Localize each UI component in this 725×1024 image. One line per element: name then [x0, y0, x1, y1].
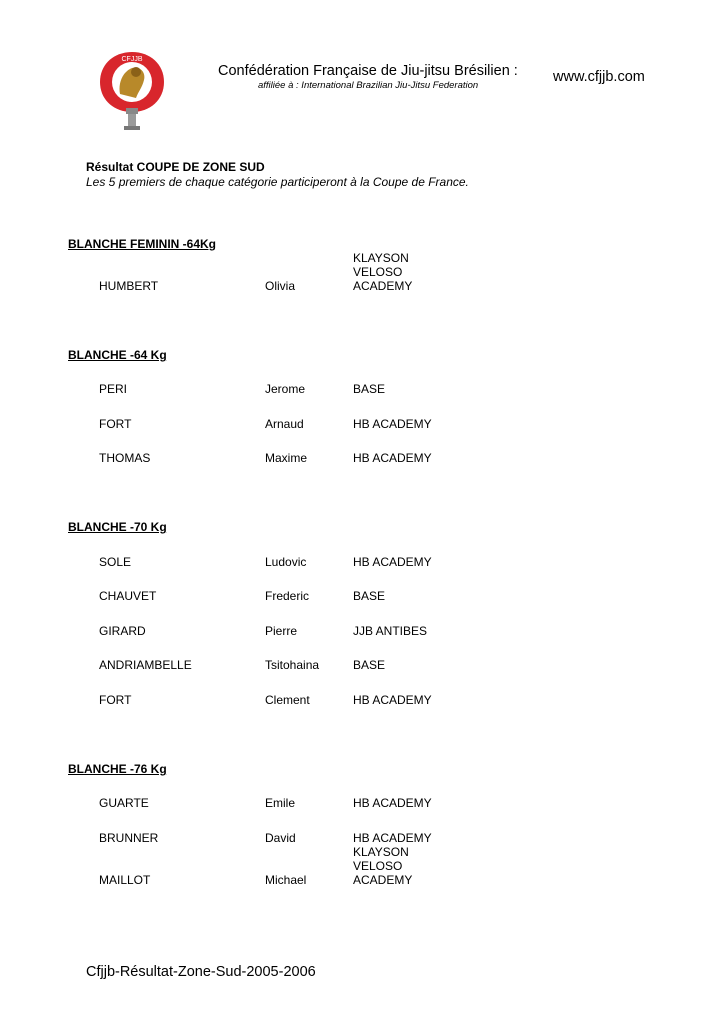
athlete-firstname: Pierre — [265, 624, 298, 638]
athlete-club: HB ACADEMY — [353, 451, 432, 465]
athlete-lastname: PERI — [99, 382, 128, 396]
category-title: BLANCHE -64 Kg — [68, 348, 167, 362]
athlete-lastname: FORT — [99, 693, 132, 707]
club-line: VELOSO — [353, 265, 403, 279]
club-line: KLAYSON — [353, 251, 409, 265]
athlete-lastname: BRUNNER — [99, 831, 159, 845]
athlete-lastname: GUARTE — [99, 796, 149, 810]
athlete-club: HB ACADEMY — [353, 831, 432, 845]
athlete-lastname: THOMAS — [99, 451, 151, 465]
logo-text: CFJJB — [121, 56, 143, 63]
athlete-club: HB ACADEMY — [353, 693, 432, 707]
athlete-lastname: MAILLOT — [99, 873, 151, 887]
result-title: Résultat COUPE DE ZONE SUD — [86, 160, 265, 174]
athlete-firstname: Clement — [265, 693, 310, 707]
category-title: BLANCHE FEMININ -64Kg — [68, 237, 217, 251]
athlete-lastname: SOLE — [99, 555, 132, 569]
category-title: BLANCHE -70 Kg — [68, 520, 167, 534]
athlete-firstname: Jerome — [265, 382, 306, 396]
athlete-firstname: Tsitohaina — [265, 658, 320, 672]
athlete-club — [353, 845, 412, 887]
cfjjb-logo — [92, 44, 172, 132]
athlete-firstname: Emile — [265, 796, 296, 810]
athlete-lastname: FORT — [99, 417, 132, 431]
org-subtitle: affiliée à : International Brazilian Jiu-Jitsu Federation — [258, 80, 479, 91]
athlete-firstname: Maxime — [265, 451, 308, 465]
athlete-club: HB ACADEMY — [353, 796, 432, 810]
athlete-club: BASE — [353, 589, 386, 603]
athlete-lastname: ANDRIAMBELLE — [99, 658, 192, 672]
athlete-firstname: Arnaud — [265, 417, 304, 431]
athlete-lastname: CHAUVET — [99, 589, 157, 603]
athlete-club — [353, 251, 412, 293]
athlete-club: HB ACADEMY — [353, 417, 432, 431]
athlete-firstname: David — [265, 831, 296, 845]
club-line: ACADEMY — [353, 873, 413, 887]
athlete-lastname: GIRARD — [99, 624, 146, 638]
athlete-firstname: Frederic — [265, 589, 310, 603]
club-line: ACADEMY — [353, 279, 413, 293]
org-title: Confédération Française de Jiu-jitsu Brésilien : — [218, 63, 518, 79]
athlete-lastname: HUMBERT — [99, 279, 159, 293]
athlete-firstname: Olivia — [265, 279, 296, 293]
athlete-club: HB ACADEMY — [353, 555, 432, 569]
athlete-club: BASE — [353, 382, 386, 396]
club-line: KLAYSON — [353, 845, 409, 859]
athlete-firstname: Michael — [265, 873, 307, 887]
athlete-firstname: Ludovic — [265, 555, 307, 569]
athlete-club: BASE — [353, 658, 386, 672]
result-note: Les 5 premiers de chaque catégorie participeront à la Coupe de France. — [86, 175, 469, 189]
website-link[interactable]: www.cfjjb.com — [553, 69, 645, 85]
footer-doc-name: Cfjjb-Résultat-Zone-Sud-2005-2006 — [86, 964, 316, 980]
athlete-club: JJB ANTIBES — [353, 624, 428, 638]
club-line: VELOSO — [353, 859, 403, 873]
category-title: BLANCHE -76 Kg — [68, 762, 167, 776]
